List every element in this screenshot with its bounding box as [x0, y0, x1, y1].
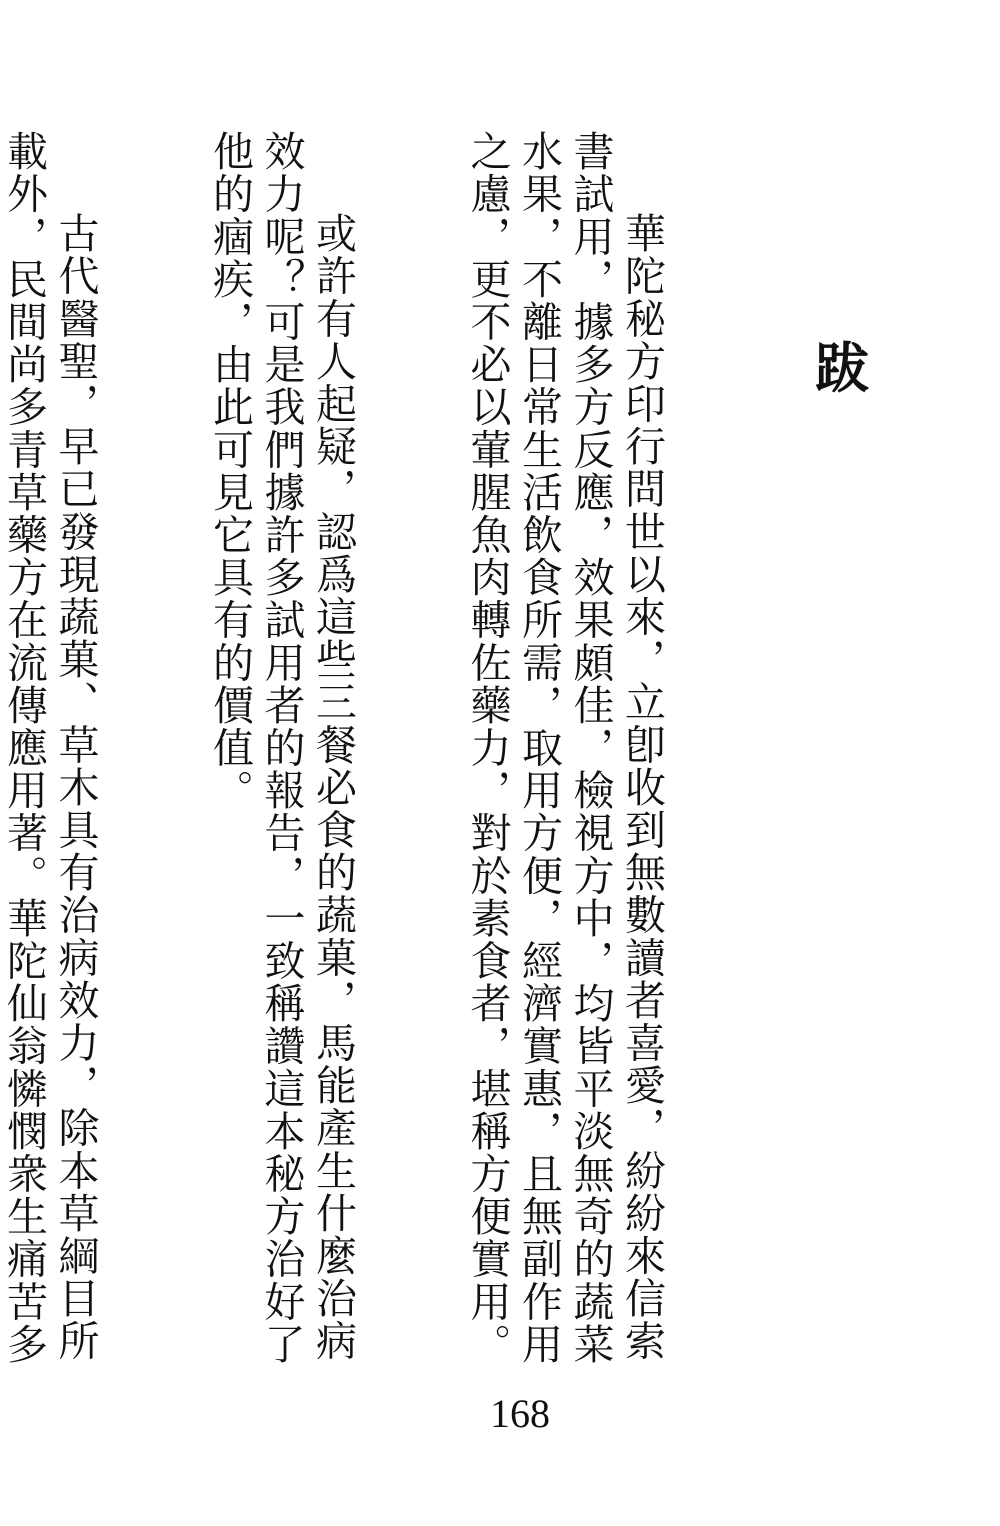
body-text — [0, 130, 770, 1370]
page-number: 168 — [490, 1391, 550, 1436]
paragraph-3: 古代醫聖，早已發現蔬菓、草木具有治病效力，除本草綱目所載外，民間尚多青草藥方在流傳應用著。華陀仙翁憐憫衆生痛苦多 — [0, 130, 100, 1366]
paragraph-1: 華陀秘方印行問世以來，立卽收到無數讀者喜愛，紛紛來信索書試用，據多方反應，效果頗佳，檢視方中，均皆平淡無奇的蔬菜水果，不離日常生活飲食所需，取用方便，經濟實惠，且無副作用之慮，更不必以葷腥魚肉轉佐藥力，對於素食者，堪稱方便實用。 — [463, 130, 666, 1366]
paragraph-2: 或許有人起疑，認爲這些三餐必食的蔬菓，馬能產生什麼治病效力呢？可是我們據許多試用者的報告，一致稱讚這本秘方治好了他的痼疾，由此可見它具有的價值。 — [206, 130, 357, 1366]
page-title: 跋 — [815, 336, 869, 400]
